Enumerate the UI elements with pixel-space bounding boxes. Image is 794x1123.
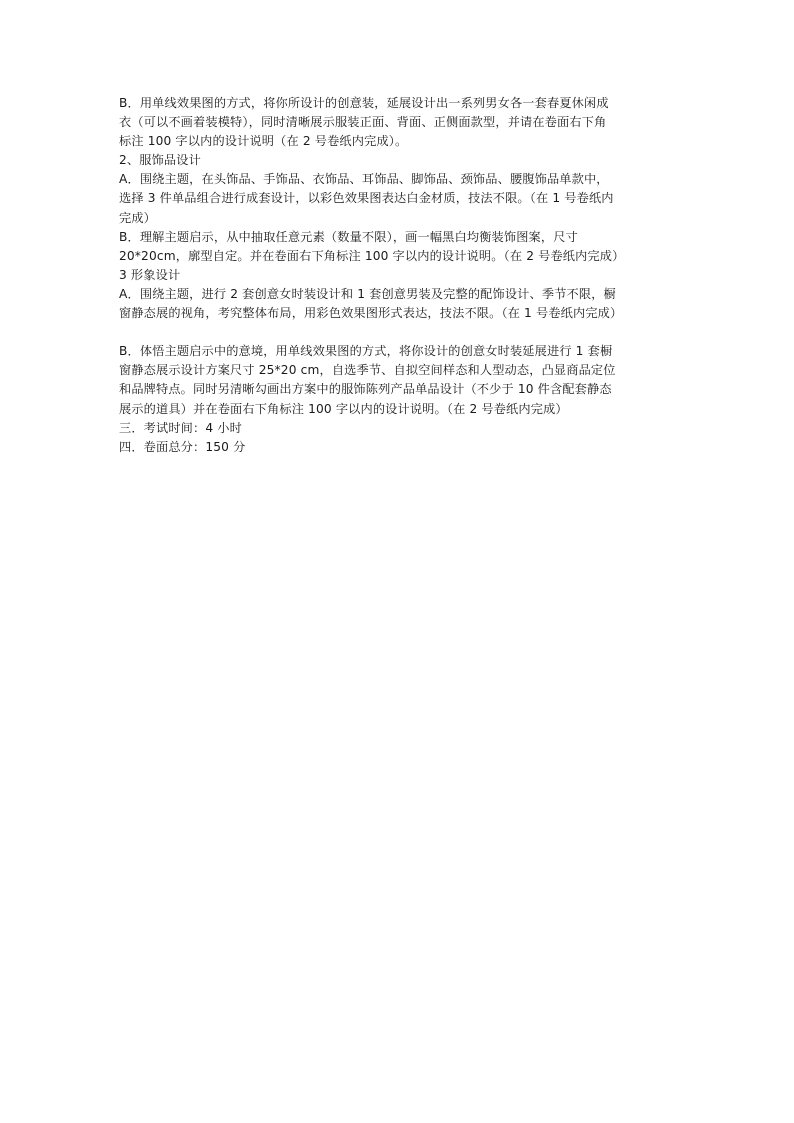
image-a-line-1: A．围绕主题，进行 2 套创意女时装设计和 1 套创意男装及完整的配饰设计、季节不限，橱 bbox=[119, 286, 616, 301]
image-a-line-2: 窗静态展的视角，考究整体布局，用彩色效果图形式表达，技法不限。（在 1 号卷纸内完成） bbox=[119, 306, 623, 321]
exam-time: 三．考试时间：4 小时 bbox=[119, 420, 242, 435]
image-b-line-2: 窗静态展示设计方案尺寸 25*20 cm，自选季节、自拟空间样态和人型动态，凸显商品定位 bbox=[119, 363, 616, 378]
accessory-a-line-2: 选择 3 件单品组合进行成套设计，以彩色效果图表达白金材质，技法不限。（在 1 号卷纸内 bbox=[119, 191, 614, 206]
total-score: 四．卷面总分：150 分 bbox=[119, 439, 246, 454]
document-body bbox=[119, 94, 681, 457]
image-b-line-4: 展示的道具）并在卷面右下角标注 100 字以内的设计说明。（在 2 号卷纸内完成） bbox=[119, 401, 568, 416]
accessory-b-line-1: B．理解主题启示，从中抽取任意元素（数量不限），画一幅黑白均衡装饰图案，尺寸 bbox=[119, 229, 578, 244]
blank-line bbox=[119, 323, 681, 342]
section-heading-image-design: 3 形象设计 bbox=[119, 267, 181, 282]
paragraph-b-line-3: 标注 100 字以内的设计说明（在 2 号卷纸内完成）。 bbox=[119, 134, 408, 149]
accessory-b-line-2: 20*20cm，廓型自定。并在卷面右下角标注 100 字以内的设计说明。（在 2 号卷纸内完成） bbox=[119, 248, 625, 263]
section-heading-accessory-design: 2、服饰品设计 bbox=[119, 153, 201, 168]
accessory-a-line-3: 完成） bbox=[119, 210, 157, 225]
accessory-a-line-1: A．围绕主题，在头饰品、手饰品、衣饰品、耳饰品、脚饰品、颈饰品、腰腹饰品单款中， bbox=[119, 172, 609, 187]
image-b-line-1: B．体悟主题启示中的意境，用单线效果图的方式，将你设计的创意女时装延展进行 1 套橱 bbox=[119, 344, 613, 359]
paragraph-b-line-2: 衣（可以不画着装模特），同时清晰展示服装正面、背面、正侧面款型，并请在卷面右下角 bbox=[119, 115, 607, 130]
image-b-line-3: 和品牌特点。同时另清晰勾画出方案中的服饰陈列产品单品设计（不少于 10 件含配套静态 bbox=[119, 382, 612, 397]
paragraph-b-line-1: B．用单线效果图的方式，将你所设计的创意装，延展设计出一系列男女各一套春夏休闲成 bbox=[119, 96, 609, 110]
